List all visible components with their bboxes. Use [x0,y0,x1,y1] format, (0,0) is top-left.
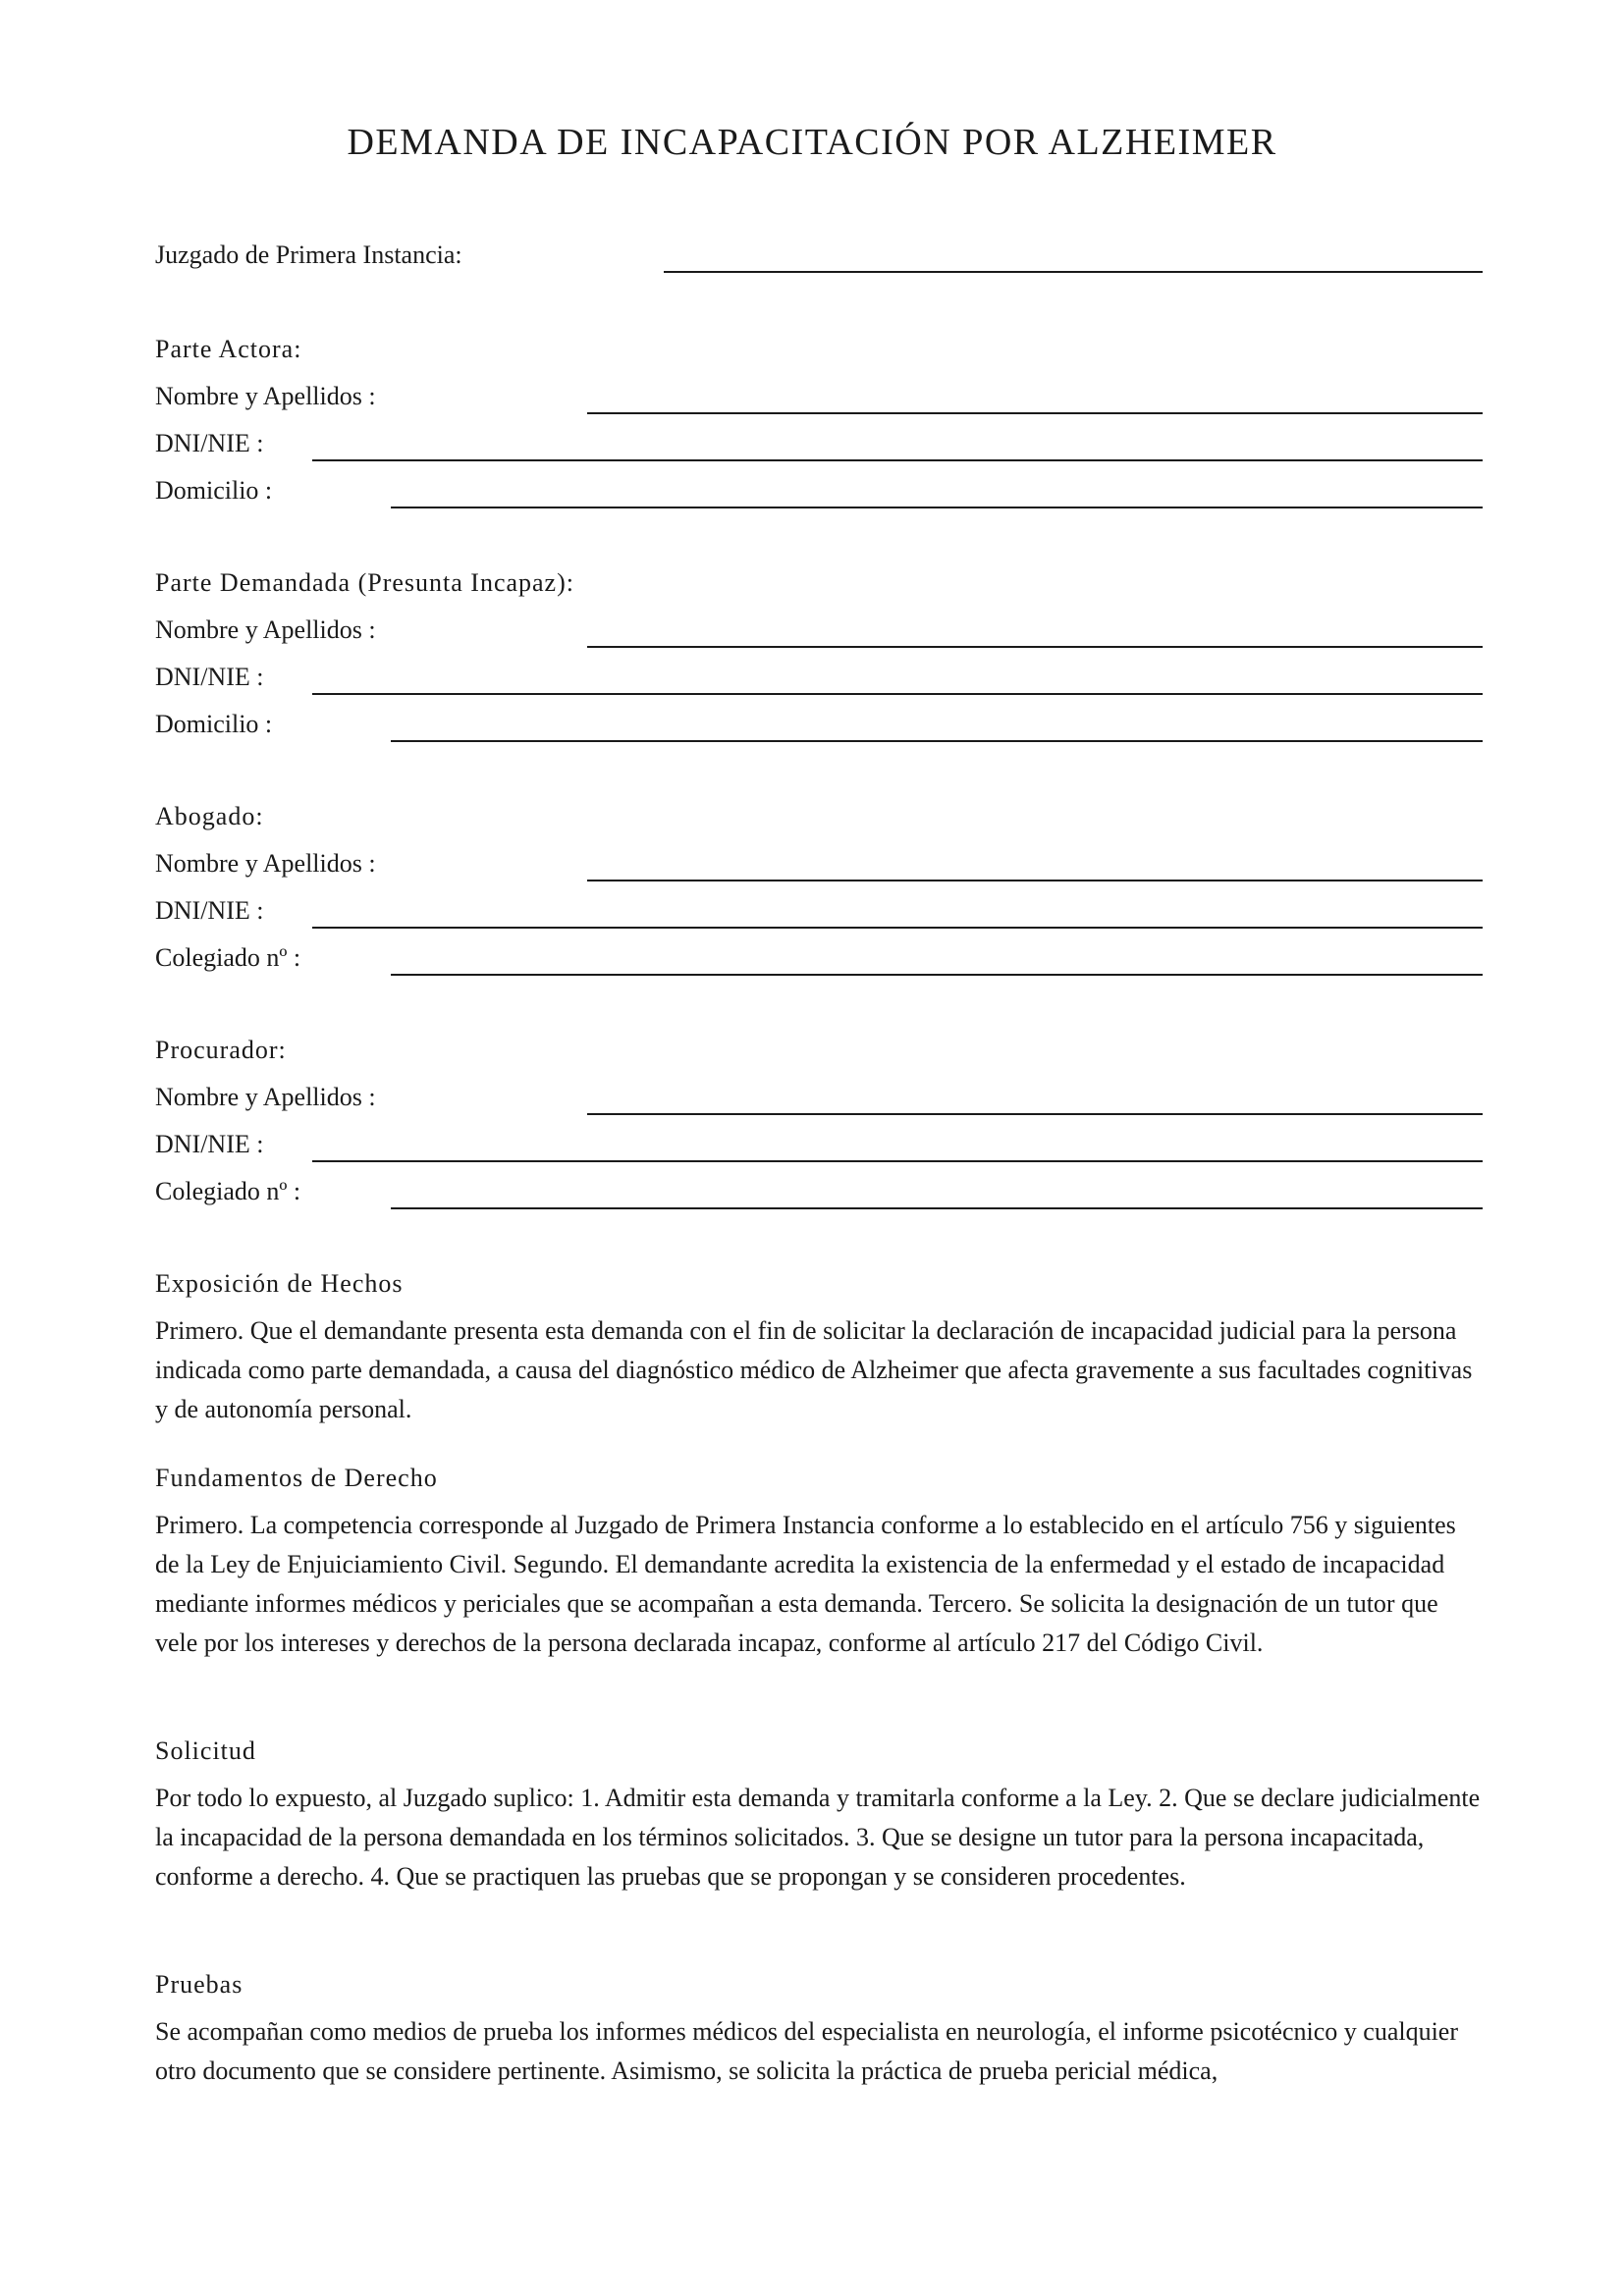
parte-demandada-domicilio-field[interactable] [391,740,1483,742]
fundamentos-heading: Fundamentos de Derecho [155,1464,438,1492]
parte-demandada-heading: Parte Demandada (Presunta Incapaz): [155,568,574,597]
procurador-nombre-label: Nombre y Apellidos : [155,1083,376,1111]
procurador-colegiado-field[interactable] [391,1207,1483,1209]
parte-demandada-dni-label: DNI/NIE : [155,663,264,691]
parte-actora-dni-field[interactable] [312,459,1483,461]
parte-actora-nombre-label: Nombre y Apellidos : [155,382,376,410]
solicitud-text: Por todo lo expuesto, al Juzgado suplico: 1. Admitir esta demanda y tramitarla conforme a la Ley. 2. Que se declare judicialmente la incapacidad de la persona demandada en los términos solicitados. 3. Que se designe un tutor para la persona incapacitada, conforme a derecho. 4. Que se practiquen las pruebas que se propongan y se consideren procedentes. [155,1784,1481,1891]
document-title: DEMANDA DE INCAPACITACIÓN POR ALZHEIMER [347,122,1277,163]
pruebas-heading: Pruebas [155,1970,244,1999]
procurador-dni-field[interactable] [312,1160,1483,1162]
juzgado-field[interactable] [664,271,1483,273]
abogado-dni-label: DNI/NIE : [155,896,264,925]
parte-actora-domicilio-field[interactable] [391,507,1483,508]
abogado-colegiado-label: Colegiado nº : [155,943,301,972]
procurador-colegiado-label: Colegiado nº : [155,1177,301,1205]
parte-actora-domicilio-label: Domicilio : [155,476,273,505]
procurador-dni-label: DNI/NIE : [155,1130,264,1158]
fundamentos-text: Primero. La competencia corresponde al Juzgado de Primera Instancia conforme a lo establecido en el artículo 756 y siguientes de la Ley de Enjuiciamiento Civil. Segundo. El demandante acredita la existencia de la enfermedad y el estado de incapacidad mediante informes médicos y periciales que se acompañan a esta demanda. Tercero. Se solicita la designación de un tutor que vele por los intereses y derechos de la persona declarada incapaz, conforme al artículo 217 del Código Civil. [155,1511,1456,1657]
parte-demandada-domicilio-label: Domicilio : [155,710,273,738]
abogado-heading: Abogado: [155,802,264,830]
procurador-nombre-field[interactable] [587,1113,1483,1115]
abogado-nombre-field[interactable] [587,880,1483,881]
hechos-text: Primero. Que el demandante presenta esta demanda con el fin de solicitar la declaración de incapacidad judicial para la persona indicada como parte demandada, a causa del diagnóstico médico de Alzheimer que afecta gravemente a sus facultades cognitivas y de autonomía personal. [155,1316,1473,1423]
parte-actora-heading: Parte Actora: [155,335,302,363]
abogado-dni-field[interactable] [312,927,1483,929]
hechos-heading: Exposición de Hechos [155,1269,404,1298]
parte-demandada-nombre-field[interactable] [587,646,1483,648]
abogado-nombre-label: Nombre y Apellidos : [155,849,376,878]
procurador-heading: Procurador: [155,1036,287,1064]
parte-demandada-nombre-label: Nombre y Apellidos : [155,615,376,644]
parte-demandada-dni-field[interactable] [312,693,1483,695]
parte-actora-dni-label: DNI/NIE : [155,429,264,457]
juzgado-label: Juzgado de Primera Instancia: [155,240,462,269]
abogado-colegiado-field[interactable] [391,974,1483,976]
parte-actora-nombre-field[interactable] [587,412,1483,414]
solicitud-heading: Solicitud [155,1736,256,1765]
pruebas-text: Se acompañan como medios de prueba los informes médicos del especialista en neurología, el informe psicotécnico y cualquier otro documento que se considere pertinente. Asimismo, se solicita la práctica de prueba pericial médica, [155,2017,1459,2085]
